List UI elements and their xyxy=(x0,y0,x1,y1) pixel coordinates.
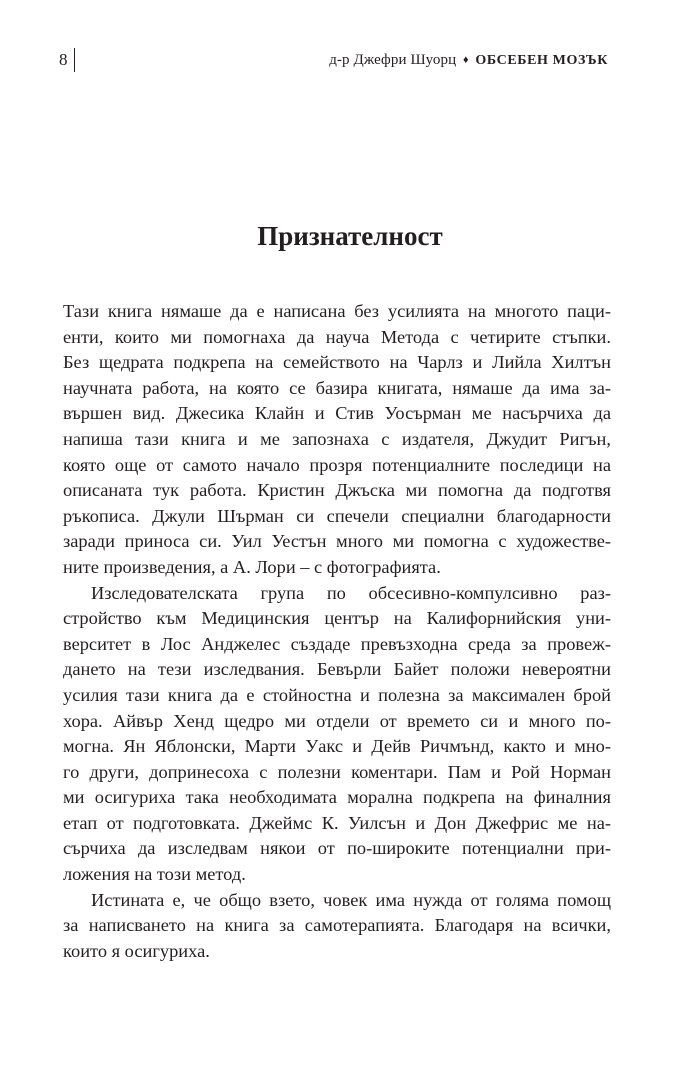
body-text xyxy=(63,299,611,964)
header-author: д-р Джефри Шуорц xyxy=(329,52,457,68)
text-line: научната работа, на която се базира книгата, нямаше да има за- xyxy=(63,377,611,398)
page-number: 8 xyxy=(59,50,68,69)
header-book-info xyxy=(329,50,608,71)
text-line: етап от подготовката. Джеймс К. Уилсън и Дон Джефрис ме на- xyxy=(63,812,611,833)
text-line: заради приноса си. Уил Уестън много ми помогна с художестве- xyxy=(63,531,611,552)
text-line: стройство към Медицинския център на Калифорнийския уни- xyxy=(63,608,611,629)
text-line: верситет в Лос Анджелес създаде превъзходна среда за провеж- xyxy=(63,633,611,654)
running-header xyxy=(57,46,608,72)
diamond-separator-icon: ♦ xyxy=(462,54,469,66)
paragraph-1 xyxy=(63,299,611,581)
text-line: сърчиха да изследвам някои от по-широките потенциални при- xyxy=(63,838,611,859)
text-line: го други, допринесоха с полезни коментари. Пам и Рой Норман xyxy=(63,761,611,782)
text-line: дането на тези изследвания. Бевърли Байет положи невероятни xyxy=(63,659,611,680)
text-line: Изследователската група по обсесивно-компулсивно раз- xyxy=(91,582,611,603)
text-line: Истината е, че общо взето, човек има нужда от голяма помощ xyxy=(91,889,611,910)
text-line: Тази книга нямаше да е написана без усилията на многото паци- xyxy=(63,301,611,321)
text-line: ми осигуриха така необходимата морална подкрепа на финалния xyxy=(63,787,611,808)
chapter-title: Признателност xyxy=(257,221,443,251)
text-line: за написването на книга за самотерапията. Благодаря на всички, xyxy=(63,915,611,936)
text-line: описаната тук работа. Кристин Джъска ми помогна да подготвя xyxy=(63,480,611,501)
text-line: усилия тази книга да е стойностна и полезна за максимален брой xyxy=(63,684,611,705)
text-line: хора. Айвър Хенд щедро ми отдели от времето си и много по- xyxy=(63,710,611,731)
text-line: напиша тази книга и ме запознаха с издателя, Джудит Ригън, xyxy=(63,428,611,449)
text-line: могна. Ян Яблонски, Марти Уакс и Дейв Ричмънд, както и мно- xyxy=(63,736,611,757)
text-line: които я осигуриха. xyxy=(63,940,210,961)
text-line: Без щедрата подкрепа на семейството на Чарлз и Лийла Хилтън xyxy=(63,352,611,373)
text-line: ръкописа. Джули Шърман си спечели специални благодарности xyxy=(63,505,611,526)
paragraph-2 xyxy=(63,581,611,888)
text-line: вършен вид. Джесика Клайн и Стив Уосърман ме насърчиха да xyxy=(63,403,611,424)
header-book-title: ОБСЕБЕН МОЗЪК xyxy=(475,53,608,68)
paragraph-3 xyxy=(63,888,611,965)
header-divider xyxy=(74,48,75,72)
text-line: която още от самото начало прозря потенциалните последици на xyxy=(63,454,611,475)
text-line: ните произведения, а А. Лори – с фотографията. xyxy=(63,556,441,577)
text-line: енти, които ми помогнаха да науча Метода с четирите стъпки. xyxy=(63,326,611,347)
text-line: ложения на този метод. xyxy=(63,864,246,885)
